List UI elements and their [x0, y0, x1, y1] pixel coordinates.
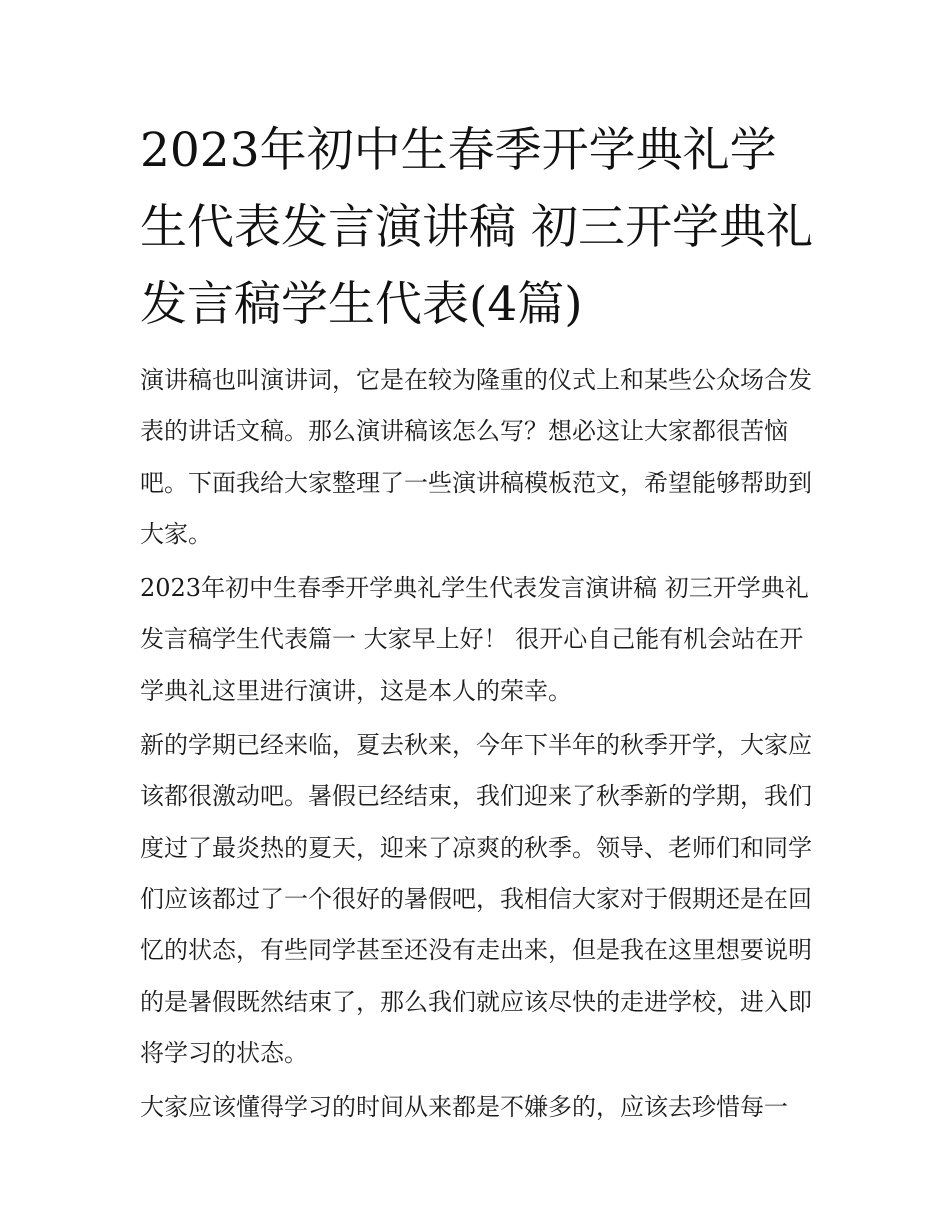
body-paragraph: 大家应该懂得学习的时间从来都是不嫌多的，应该去珍惜每一: [140, 1093, 788, 1122]
body-paragraph: 新的学期已经来临，夏去秋来，今年下半年的秋季开学，大家应该都很激动吧。暑假已经结束，我们迎来了秋季新的学期，我们度过了最炎热的夏天，迎来了凉爽的秋季。领导、老师们和同学们应该都过了一个很好的暑假吧，我相信大家对于假期还是在回忆的状态，有些同学甚至还没有走出来，但是我在这里想要说明的是暑假既然结束了，那么我们就应该尽快的走进学校，进入即将学习的状态。: [140, 731, 812, 1067]
intro-paragraph: 演讲稿也叫演讲词，它是在较为隆重的仪式上和某些公众场合发表的讲话文稿。那么演讲稿该怎么写？想必这让大家都很苦恼吧。下面我给大家整理了一些演讲稿模板范文，希望能够帮助到大家。: [140, 366, 812, 548]
document-title: 2023年初中生春季开学典礼学生代表发言演讲稿 初三开学典礼发言稿学生代表(4篇): [140, 123, 813, 332]
section-heading-paragraph: 2023年初中生春季开学典礼学生代表发言演讲稿 初三开学典礼发言稿学生代表篇一 大家早上好！ 很开心自己能有机会站在开学典礼这里进行演讲，这是本人的荣幸。: [140, 574, 809, 705]
document-body: [140, 355, 820, 1136]
